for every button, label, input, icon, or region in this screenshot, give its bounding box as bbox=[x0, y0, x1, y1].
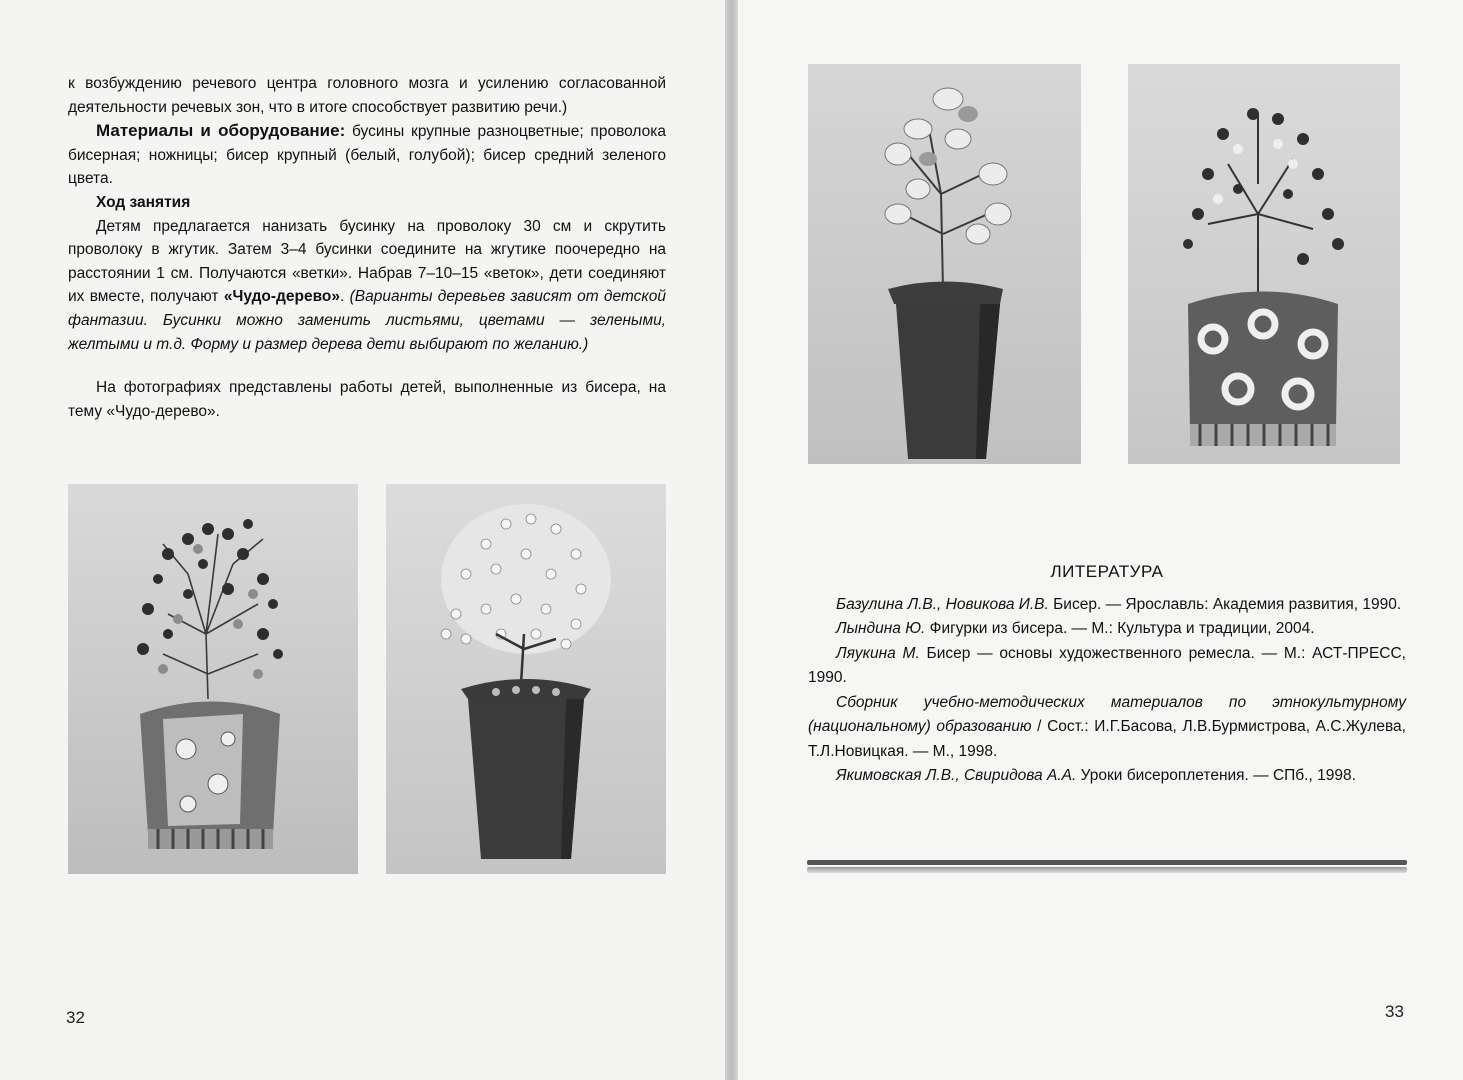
literature-text: Уроки бисероплетения. — СПб., 1998. bbox=[1076, 767, 1356, 784]
literature-item bbox=[808, 764, 1406, 789]
materials-text: бусины крупные разноцветные; проволока бисерная; ножницы; бисер крупный (белый, голубой); бисер средний зеленого цвета. bbox=[68, 123, 666, 188]
decorative-rule bbox=[807, 860, 1407, 874]
literature-item bbox=[808, 593, 1406, 618]
section-heading: Ход занятия bbox=[96, 193, 191, 211]
paragraph-materials bbox=[68, 119, 666, 191]
procedure-bold: «Чудо-дерево» bbox=[223, 288, 341, 306]
left-text-block bbox=[68, 72, 666, 423]
literature-author: Ляукина М. bbox=[836, 644, 920, 662]
photo-bead-tree-polka bbox=[1128, 64, 1400, 464]
page-number-left: 32 bbox=[66, 1008, 85, 1027]
literature-text: Бисер. — Ярославль: Академия развития, 1990. bbox=[1048, 595, 1402, 613]
literature-title: ЛИТЕРАТУРА bbox=[1050, 562, 1164, 581]
literature-text: / Сост.: И.Г.Басова, Л.В.Бурмистрова, А.С.Жулева, Т.Л.Новицкая. — М., 1998. bbox=[808, 718, 1406, 760]
literature-item bbox=[808, 617, 1406, 642]
book-gutter bbox=[725, 0, 738, 1080]
photo-bead-tree-leaves bbox=[808, 64, 1081, 464]
literature-text: Фигурки из бисера. — М.: Культура и традиции, 2004. bbox=[925, 620, 1315, 637]
materials-label: Материалы и оборудование: bbox=[96, 121, 346, 141]
right-page bbox=[738, 0, 1463, 1080]
procedure-text-b: . bbox=[340, 288, 350, 306]
literature-text: Бисер — основы художественного ремесла. — М.: АСТ-ПРЕСС, 1990. bbox=[808, 644, 1406, 686]
literature-author: Базулина Л.В., Новикова И.В. bbox=[836, 595, 1049, 613]
procedure-text-a: Детям предлагается нанизать бусинку на проволоку 30 см и скрутить проволоку в жгутик. Затем 3–4 бусинки соедините на жгутике поочередно на расстоянии 1 см. Получаются «ветки». Набрав 7–10–15 «веток», дети соединяют их вместе, получают bbox=[68, 217, 666, 306]
literature-item bbox=[808, 691, 1406, 765]
page-number-right: 33 bbox=[1385, 1002, 1404, 1021]
literature-author: Сборник учебно-методических материалов по этнокультурному (национальному) образованию bbox=[808, 693, 1406, 735]
paragraph-procedure bbox=[68, 215, 666, 357]
literature-item bbox=[808, 642, 1406, 691]
literature-author: Лындина Ю. bbox=[836, 620, 926, 637]
photo-bead-tree-light bbox=[386, 484, 666, 874]
literature-author: Якимовская Л.В., Свиридова А.А. bbox=[836, 767, 1077, 784]
literature-section bbox=[808, 560, 1406, 789]
paragraph-intro: к возбуждению речевого центра головного мозга и усилению согласованной деятельности речевых зон, что в итоге способствует развитию речи.) bbox=[68, 75, 666, 116]
paragraph-photos-note: На фотографиях представлены работы детей, выполненные из бисера, на тему «Чудо-дерево». bbox=[68, 379, 666, 420]
left-page bbox=[0, 0, 725, 1080]
photo-bead-tree-dark bbox=[68, 484, 358, 874]
procedure-italic: (Варианты деревьев зависят от детской фантазии. Бусинки можно заменить листьями, цветами — зелеными, желтыми и т.д. Форму и размер дерева дети выбирают по желанию.) bbox=[68, 288, 666, 353]
